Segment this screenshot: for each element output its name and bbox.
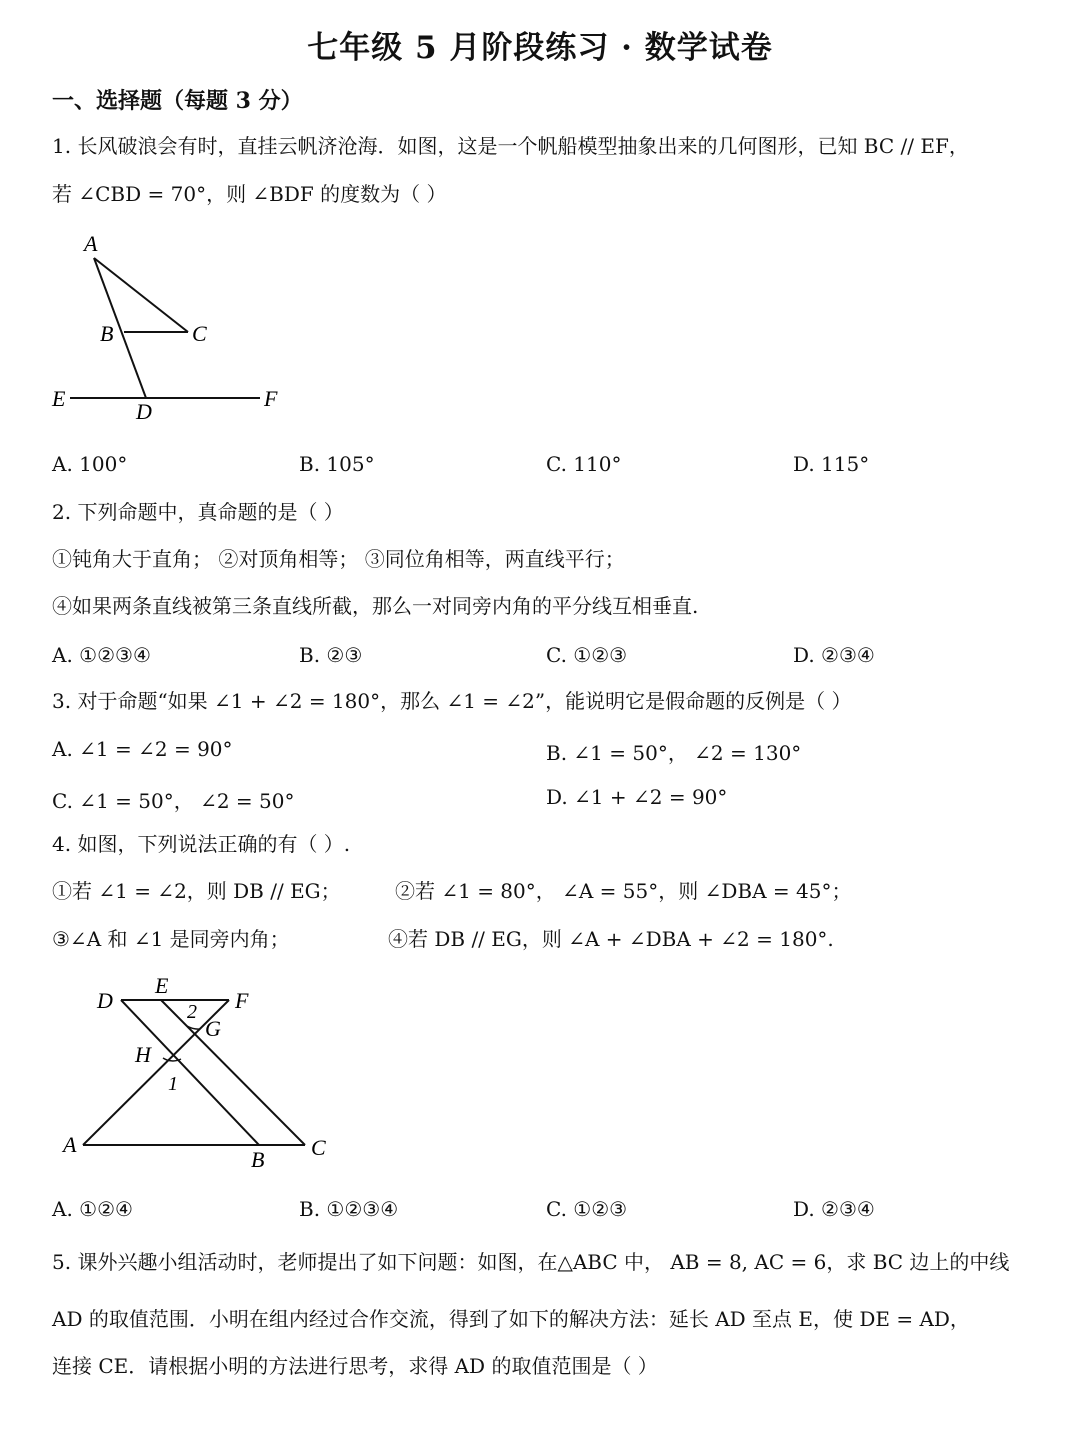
q1-label-B: B bbox=[100, 321, 114, 346]
q1-text-line2: 若 ∠CBD = 70°，则 ∠BDF 的度数为（ ） bbox=[52, 182, 447, 206]
q4-statement-4: ④若 DB // EG，则 ∠A + ∠DBA + ∠2 = 180°. bbox=[388, 927, 834, 951]
q4-angle-1-arc bbox=[163, 1058, 181, 1061]
q4-label-C: C bbox=[311, 1135, 326, 1160]
page-title: 七年级 5 月阶段练习 · 数学试卷 bbox=[307, 30, 773, 66]
q2-text-line1: 2. 下列命题中，真命题的是（ ） bbox=[52, 500, 344, 524]
q2-option-a[interactable]: A. ①②③④ bbox=[52, 643, 151, 667]
q4-label-D: D bbox=[97, 988, 113, 1013]
q1-option-b[interactable]: B. 105° bbox=[299, 452, 375, 476]
section-heading: 一、选择题（每题 3 分） bbox=[52, 88, 303, 114]
q1-label-C: C bbox=[192, 321, 207, 346]
q1-figure bbox=[40, 228, 300, 428]
q4-label-B: B bbox=[251, 1147, 265, 1172]
q5-text-line3: 连接 CE．请根据小明的方法进行思考，求得 AD 的取值范围是（ ） bbox=[52, 1354, 658, 1378]
q3-option-b[interactable]: B. ∠1 = 50°， ∠2 = 130° bbox=[546, 741, 802, 765]
q1-text-line1: 1. 长风破浪会有时，直挂云帆济沧海．如图，这是一个帆船模型抽象出来的几何图形，已知 BC // EF， bbox=[52, 134, 969, 158]
q2-option-d[interactable]: D. ②③④ bbox=[793, 643, 875, 667]
q4-option-d[interactable]: D. ②③④ bbox=[793, 1197, 875, 1221]
q4-figure bbox=[55, 970, 345, 1175]
q1-option-a[interactable]: A. 100° bbox=[52, 452, 128, 476]
q3-option-a[interactable]: A. ∠1 = ∠2 = 90° bbox=[52, 737, 233, 761]
q5-text-line2: AD 的取值范围．小明在组内经过合作交流，得到了如下的解决方法：延长 AD 至点 E，使 DE = AD， bbox=[52, 1307, 970, 1331]
q4-option-b[interactable]: B. ①②③④ bbox=[299, 1197, 399, 1221]
q4-option-c[interactable]: C. ①②③ bbox=[546, 1197, 628, 1221]
q4-statement-2: ②若 ∠1 = 80°， ∠A = 55°，则 ∠DBA = 45°； bbox=[395, 879, 852, 903]
q1-option-c[interactable]: C. 110° bbox=[546, 452, 622, 476]
q2-text-line3: ④如果两条直线被第三条直线所截，那么一对同旁内角的平分线互相垂直. bbox=[52, 594, 699, 618]
q3-option-c[interactable]: C. ∠1 = 50°， ∠2 = 50° bbox=[52, 789, 295, 813]
q3-option-d[interactable]: D. ∠1 + ∠2 = 90° bbox=[546, 785, 728, 809]
q2-option-c[interactable]: C. ①②③ bbox=[546, 643, 628, 667]
q1-label-E: E bbox=[52, 386, 66, 411]
q4-label-F: F bbox=[235, 988, 249, 1013]
q5-text-line1: 5. 课外兴趣小组活动时，老师提出了如下问题：如图，在△ABC 中， AB = 8, AC = 6，求 BC 边上的中线 bbox=[52, 1250, 1010, 1274]
q4-label-A: A bbox=[63, 1132, 77, 1157]
q4-label-E: E bbox=[155, 973, 169, 998]
q1-label-D: D bbox=[136, 399, 152, 424]
q4-text-line1: 4. 如图，下列说法正确的有（ ）. bbox=[52, 832, 351, 856]
q2-text-line2: ①钝角大于直角； ②对顶角相等； ③同位角相等，两直线平行； bbox=[52, 547, 625, 571]
q1-label-A: A bbox=[84, 231, 98, 256]
q1-option-d[interactable]: D. 115° bbox=[793, 452, 870, 476]
q4-label-two: 2 bbox=[187, 1001, 197, 1023]
q4-statement-3: ③∠A 和 ∠1 是同旁内角； bbox=[52, 927, 290, 951]
q4-option-a[interactable]: A. ①②④ bbox=[52, 1197, 133, 1221]
q1-label-F: F bbox=[264, 386, 278, 411]
q2-option-b[interactable]: B. ②③ bbox=[299, 643, 363, 667]
q4-label-G: G bbox=[205, 1016, 221, 1041]
q4-label-one: 1 bbox=[168, 1073, 178, 1095]
q4-line-EC bbox=[161, 1000, 305, 1145]
q4-statement-1: ①若 ∠1 = ∠2，则 DB // EG； bbox=[52, 879, 341, 903]
q3-text-line1: 3. 对于命题“如果 ∠1 + ∠2 = 180°，那么 ∠1 = ∠2”，能说明它是假命题的反例是（ ） bbox=[52, 689, 852, 713]
q4-label-H: H bbox=[135, 1042, 151, 1067]
